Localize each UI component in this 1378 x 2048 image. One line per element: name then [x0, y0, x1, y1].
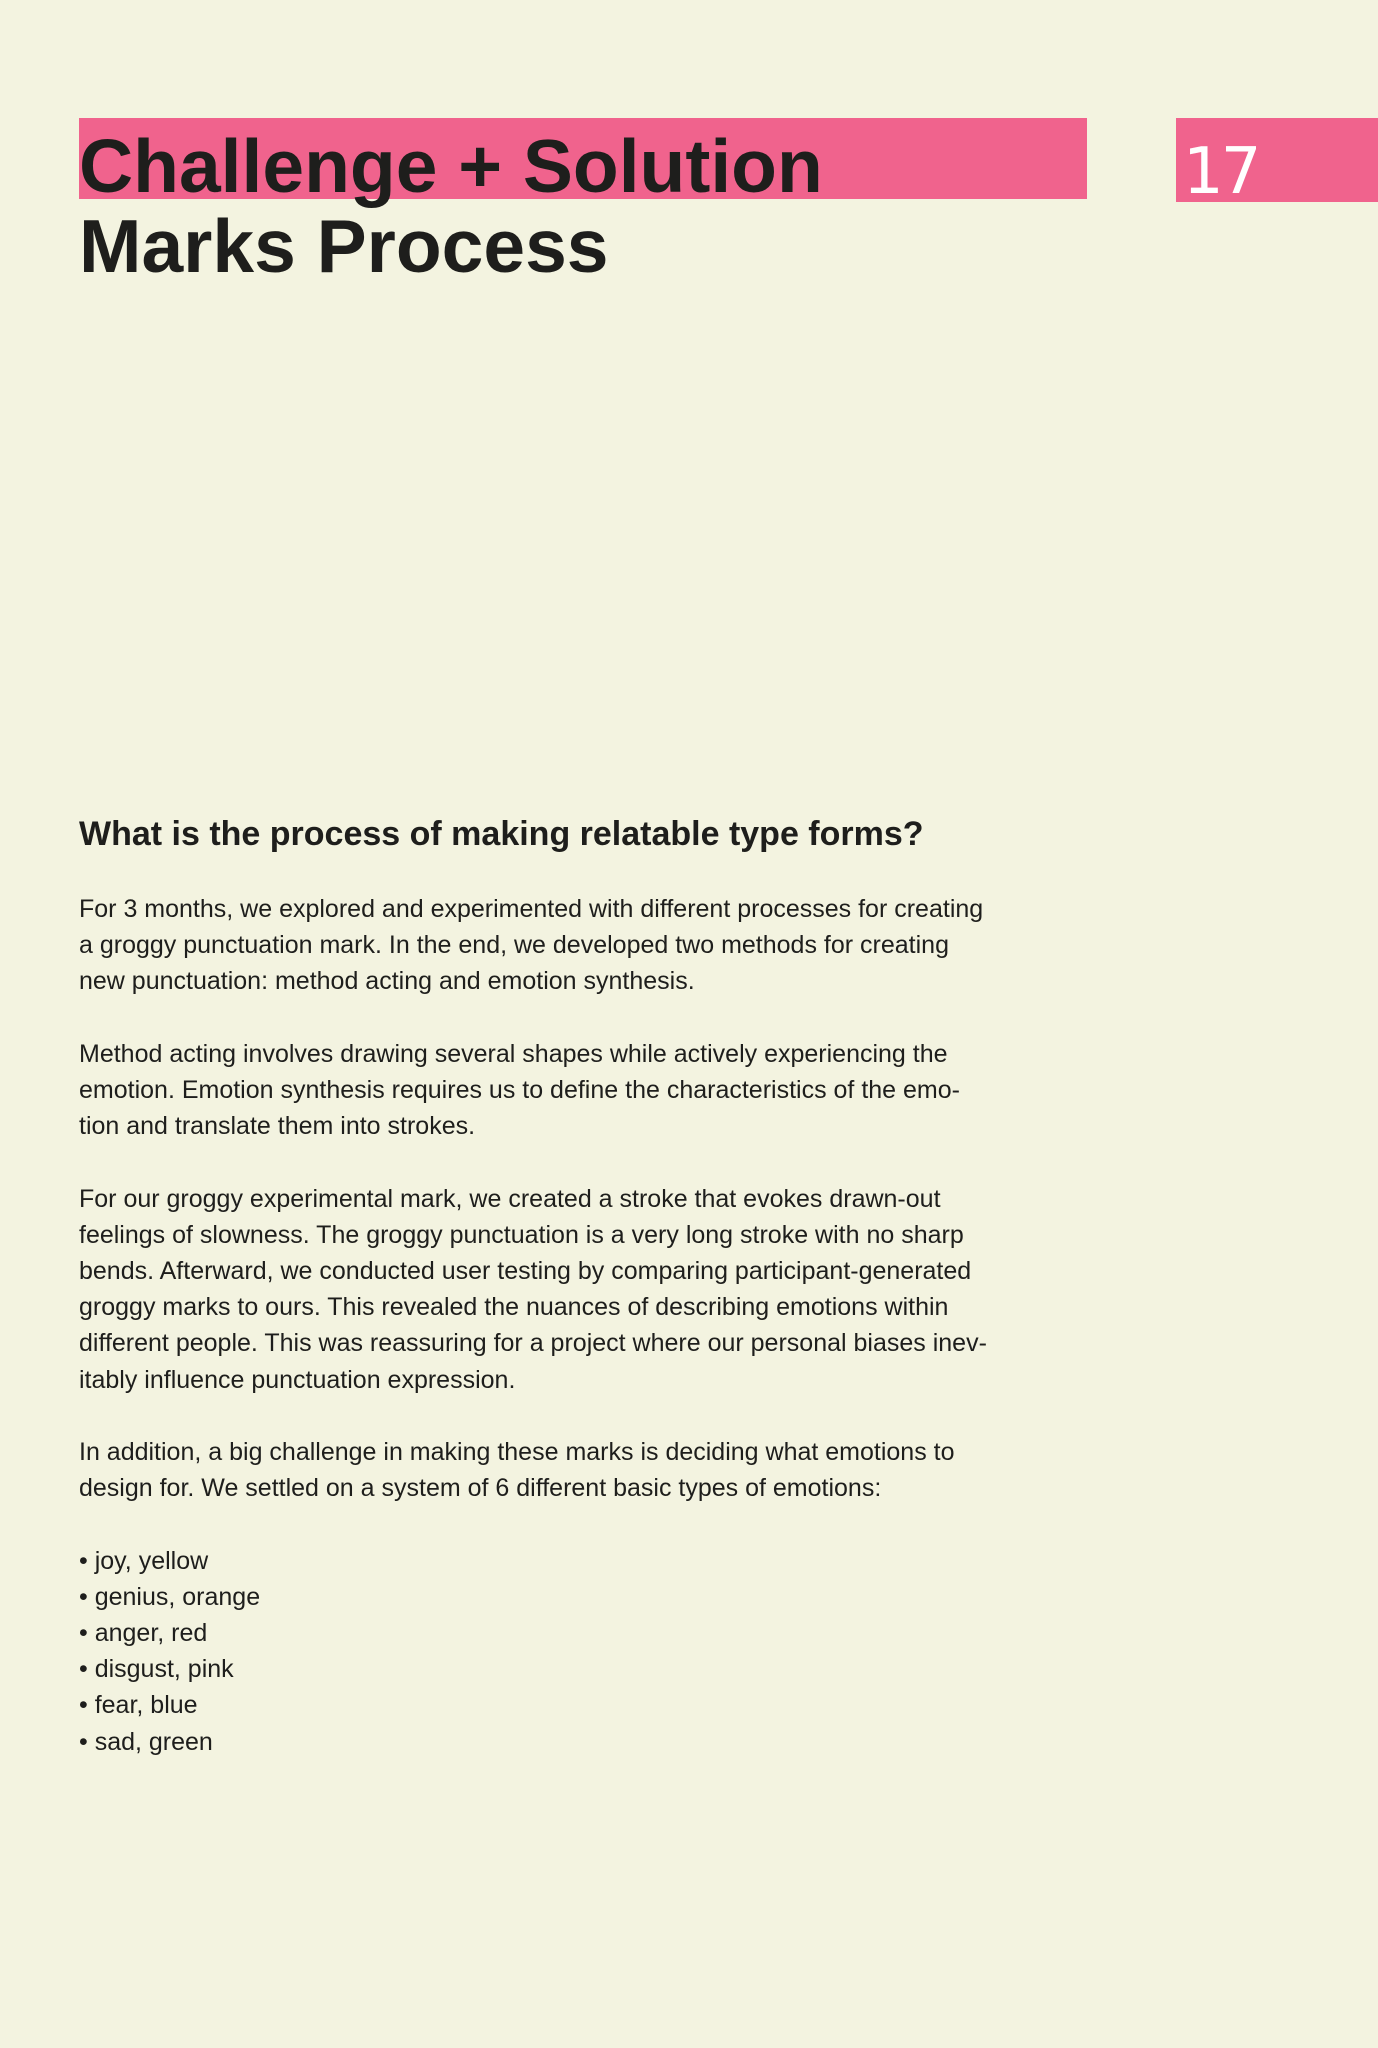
page-number: 17	[1183, 135, 1259, 202]
list-item: • fear, blue	[79, 1691, 198, 1720]
paragraph-2	[79, 1036, 1089, 1145]
list-item: • sad, green	[79, 1727, 213, 1756]
page-number-tab	[1176, 118, 1378, 202]
section-heading: What is the process of making relatable type forms?	[79, 815, 924, 853]
list-item: • genius, orange	[79, 1582, 261, 1611]
paragraph-line: groggy marks to ours. This revealed the nuances of describing emotions within	[79, 1293, 949, 1322]
paragraph-line: a groggy punctuation mark. In the end, we developed two methods for creating	[79, 931, 949, 960]
paragraph-line: emotion. Emotion synthesis requires us to define the characteristics of the emo-	[79, 1076, 960, 1104]
list-item: • disgust, pink	[79, 1655, 234, 1684]
paragraph-1	[79, 891, 1089, 1000]
paragraph-line: itably influence punctuation expression.	[79, 1365, 516, 1394]
paragraph-line: different people. This was reassuring for a project where our personal biases inev-	[79, 1329, 987, 1358]
body-text	[79, 891, 1089, 1760]
list-item: • anger, red	[79, 1619, 208, 1647]
paragraph-line: Method acting involves drawing several shapes while actively experiencing the	[79, 1039, 948, 1068]
paragraph-line: tion and translate them into strokes.	[79, 1112, 476, 1141]
list-item: • joy, yellow	[79, 1546, 209, 1575]
paragraph-line: In addition, a big challenge in making these marks is deciding what emotions to	[79, 1438, 955, 1466]
page-title	[79, 126, 823, 286]
paragraph-line: For 3 months, we explored and experimented with different processes for creating	[79, 895, 984, 923]
emotion-list	[79, 1543, 1089, 1760]
paragraph-3	[79, 1181, 1089, 1398]
paragraph-line: feelings of slowness. The groggy punctuation is a very long stroke with no sharp	[79, 1220, 964, 1249]
page-title-line-1: Challenge + Solution	[79, 124, 823, 208]
paragraph-line: design for. We settled on a system of 6 different basic types of emotions:	[79, 1474, 882, 1503]
paragraph-line: For our groggy experimental mark, we created a stroke that evokes drawn-out	[79, 1184, 941, 1213]
paragraph-line: new punctuation: method acting and emotion synthesis.	[79, 967, 695, 996]
page-title-line-2: Marks Process	[79, 204, 609, 288]
paragraph-line: bends. Afterward, we conducted user testing by comparing participant-generated	[79, 1257, 972, 1285]
paragraph-4	[79, 1434, 1089, 1506]
